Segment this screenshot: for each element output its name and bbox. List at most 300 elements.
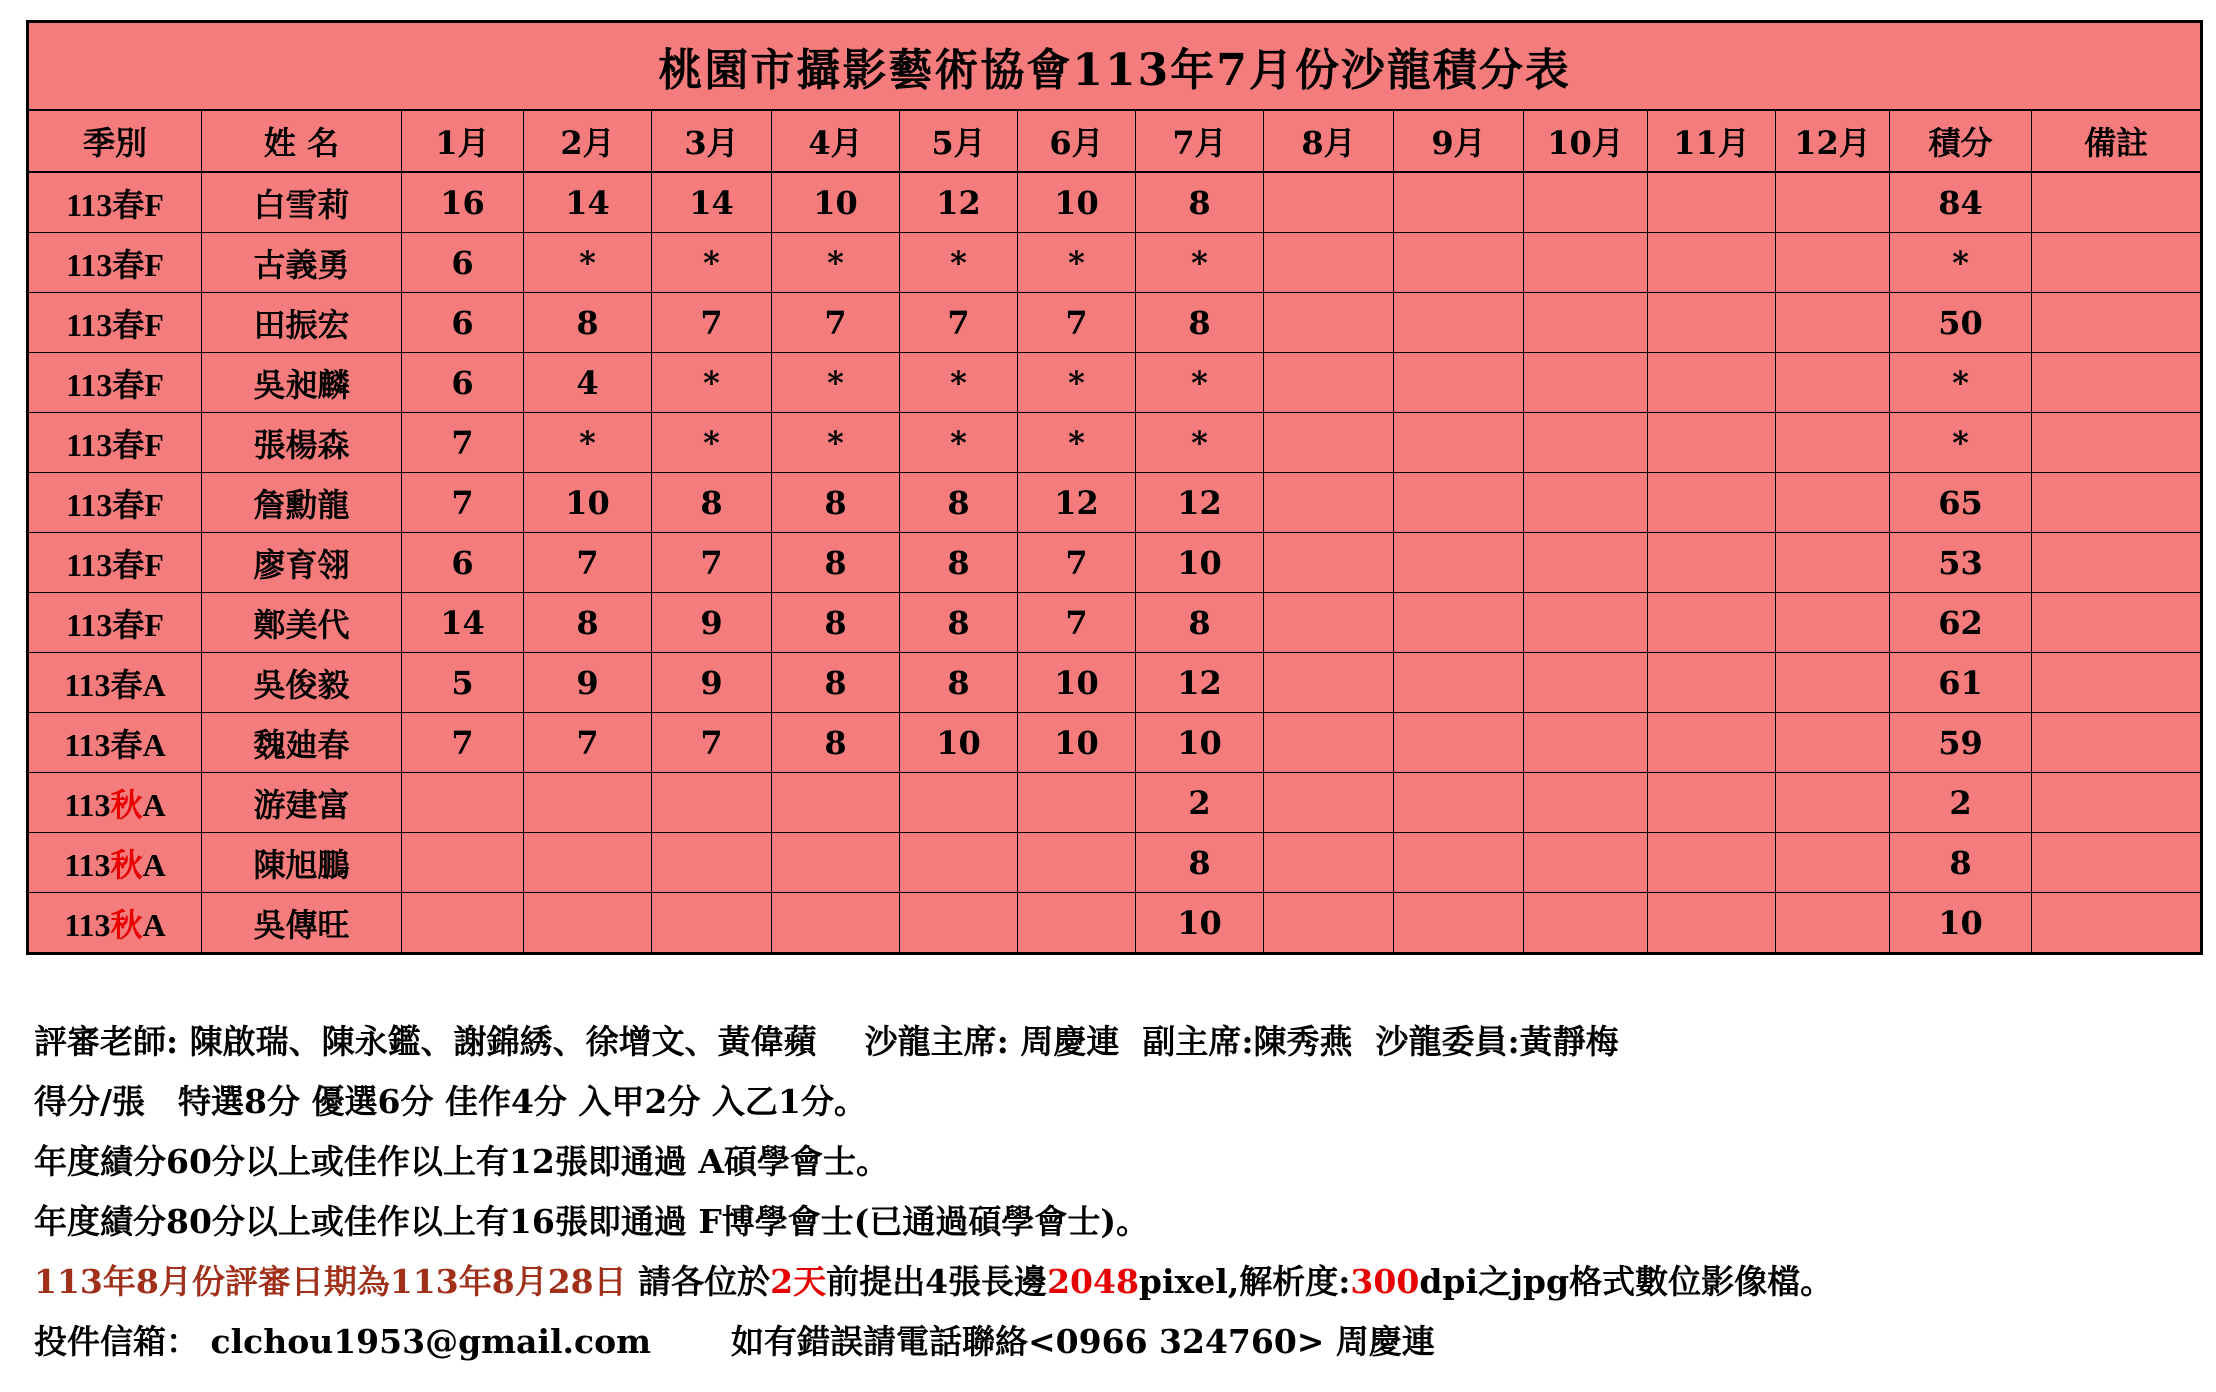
month-score-cell: 8 xyxy=(1136,172,1264,233)
month-score-cell: 8 xyxy=(1136,293,1264,353)
month-score-cell xyxy=(1264,833,1394,893)
table-row xyxy=(28,713,2202,773)
table-row xyxy=(28,293,2202,353)
month-score-cell xyxy=(1776,473,1890,533)
total-score-cell: 84 xyxy=(1890,172,2032,233)
month-score-cell xyxy=(1394,353,1524,413)
month-score-cell xyxy=(1524,293,1648,353)
rule-a-line: 年度績分60分以上或佳作以上有12張即通過 A碩學會士。 xyxy=(34,1142,889,1181)
table-row xyxy=(28,833,2202,893)
season-year: 113 xyxy=(66,246,113,283)
month-score-cell xyxy=(1776,893,1890,954)
email-link[interactable]: clchou1953@gmail.com xyxy=(210,1322,652,1361)
month-score-cell xyxy=(1524,593,1648,653)
month-score-cell: 9 xyxy=(652,653,772,713)
month-score-cell: 8 xyxy=(1136,833,1264,893)
month-score-cell: 8 xyxy=(524,293,652,353)
total-score-cell: 59 xyxy=(1890,713,2032,773)
total-score-cell: 53 xyxy=(1890,533,2032,593)
season-year: 113 xyxy=(64,846,111,883)
note-cell xyxy=(2032,893,2202,954)
month-score-cell: 14 xyxy=(402,593,524,653)
season-class: F xyxy=(144,546,164,583)
note-cell xyxy=(2032,473,2202,533)
month-score-cell: * xyxy=(900,413,1018,473)
month-score-cell xyxy=(524,893,652,954)
season-term: 春 xyxy=(112,606,145,643)
total-score-cell: 62 xyxy=(1890,593,2032,653)
column-header: 1月 xyxy=(402,110,524,172)
season-cell xyxy=(28,773,202,833)
season-cell xyxy=(28,593,202,653)
month-score-cell xyxy=(1524,233,1648,293)
month-score-cell xyxy=(1264,653,1394,713)
month-score-cell: * xyxy=(1018,353,1136,413)
month-score-cell xyxy=(900,833,1018,893)
season-term: 秋 xyxy=(110,786,143,823)
month-score-cell: 8 xyxy=(772,593,900,653)
month-score-cell xyxy=(1648,833,1776,893)
month-score-cell xyxy=(524,773,652,833)
table-row xyxy=(28,413,2202,473)
month-score-cell: 10 xyxy=(1018,713,1136,773)
month-score-cell: 8 xyxy=(1136,593,1264,653)
month-score-cell xyxy=(1394,233,1524,293)
month-score-cell xyxy=(1264,172,1394,233)
month-score-cell: 8 xyxy=(652,473,772,533)
month-score-cell: 10 xyxy=(900,713,1018,773)
deadline-dpi: 300 xyxy=(1350,1262,1420,1301)
score-table xyxy=(26,20,2203,955)
month-score-cell: 10 xyxy=(1136,713,1264,773)
season-year: 113 xyxy=(66,186,113,223)
month-score-cell xyxy=(1776,353,1890,413)
month-score-cell xyxy=(1524,533,1648,593)
month-score-cell xyxy=(1776,713,1890,773)
month-score-cell xyxy=(1524,473,1648,533)
month-score-cell: 8 xyxy=(900,593,1018,653)
month-score-cell xyxy=(1394,593,1524,653)
month-score-cell xyxy=(1264,893,1394,954)
note-cell xyxy=(2032,353,2202,413)
month-score-cell: 7 xyxy=(1018,293,1136,353)
month-score-cell xyxy=(1394,473,1524,533)
month-score-cell xyxy=(1648,233,1776,293)
column-header: 5月 xyxy=(900,110,1018,172)
table-row xyxy=(28,473,2202,533)
season-term: 春 xyxy=(112,426,145,463)
month-score-cell xyxy=(1264,233,1394,293)
month-score-cell: * xyxy=(772,413,900,473)
season-cell xyxy=(28,893,202,954)
season-year: 113 xyxy=(66,486,113,523)
month-score-cell xyxy=(1018,773,1136,833)
month-score-cell: 7 xyxy=(524,713,652,773)
season-cell xyxy=(28,473,202,533)
month-score-cell xyxy=(1776,172,1890,233)
note-cell xyxy=(2032,833,2202,893)
judges-line xyxy=(34,1012,2194,1072)
month-score-cell: 10 xyxy=(1136,533,1264,593)
month-score-cell: 12 xyxy=(900,172,1018,233)
month-score-cell: * xyxy=(1018,413,1136,473)
rule-f-line: 年度績分80分以上或佳作以上有16張即通過 F博學會士(已通過碩學會士)。 xyxy=(34,1202,1149,1241)
month-score-cell: 8 xyxy=(772,713,900,773)
month-score-cell xyxy=(1648,713,1776,773)
score-sheet xyxy=(26,20,2200,955)
month-score-cell xyxy=(1648,533,1776,593)
month-score-cell: 14 xyxy=(652,172,772,233)
month-score-cell xyxy=(1524,713,1648,773)
column-header: 季別 xyxy=(28,110,202,172)
month-score-cell: 2 xyxy=(1136,773,1264,833)
month-score-cell xyxy=(1648,293,1776,353)
month-score-cell xyxy=(652,833,772,893)
season-term: 春 xyxy=(110,666,143,703)
month-score-cell xyxy=(1776,293,1890,353)
season-year: 113 xyxy=(66,306,113,343)
month-score-cell: 7 xyxy=(652,293,772,353)
season-class: F xyxy=(144,606,164,643)
deadline-line xyxy=(34,1252,2194,1312)
month-score-cell: 7 xyxy=(524,533,652,593)
name-cell: 陳旭鵬 xyxy=(202,833,402,893)
column-header: 10月 xyxy=(1524,110,1648,172)
notes-section xyxy=(34,1012,2194,1372)
note-cell xyxy=(2032,172,2202,233)
season-class: F xyxy=(144,366,164,403)
month-score-cell xyxy=(1394,713,1524,773)
name-cell: 白雪莉 xyxy=(202,172,402,233)
month-score-cell xyxy=(1524,353,1648,413)
table-body xyxy=(28,172,2202,954)
month-score-cell xyxy=(1524,893,1648,954)
note-cell xyxy=(2032,713,2202,773)
month-score-cell xyxy=(1264,353,1394,413)
column-header: 積分 xyxy=(1890,110,2032,172)
column-header: 11月 xyxy=(1648,110,1776,172)
month-score-cell: 7 xyxy=(402,713,524,773)
month-score-cell: 6 xyxy=(402,533,524,593)
total-score-cell: 65 xyxy=(1890,473,2032,533)
table-row xyxy=(28,533,2202,593)
total-score-cell: 50 xyxy=(1890,293,2032,353)
month-score-cell xyxy=(1776,413,1890,473)
season-year: 113 xyxy=(64,726,111,763)
month-score-cell xyxy=(1394,293,1524,353)
column-header: 8月 xyxy=(1264,110,1394,172)
month-score-cell xyxy=(652,773,772,833)
month-score-cell: 6 xyxy=(402,233,524,293)
judges-text: 評審老師: 陳啟瑞、陳永鑑、謝錦綉、徐增文、黃偉蘋 xyxy=(34,1022,817,1061)
season-term: 春 xyxy=(112,366,145,403)
month-score-cell: 12 xyxy=(1136,653,1264,713)
table-row xyxy=(28,353,2202,413)
month-score-cell xyxy=(1648,593,1776,653)
month-score-cell xyxy=(1648,653,1776,713)
month-score-cell xyxy=(900,773,1018,833)
note-cell xyxy=(2032,773,2202,833)
column-header: 6月 xyxy=(1018,110,1136,172)
column-header: 7月 xyxy=(1136,110,1264,172)
month-score-cell xyxy=(772,833,900,893)
season-term: 春 xyxy=(110,726,143,763)
table-row xyxy=(28,893,2202,954)
name-cell: 田振宏 xyxy=(202,293,402,353)
season-year: 113 xyxy=(64,786,111,823)
name-cell: 古義勇 xyxy=(202,233,402,293)
month-score-cell: 7 xyxy=(900,293,1018,353)
month-score-cell xyxy=(402,773,524,833)
season-term: 春 xyxy=(112,486,145,523)
month-score-cell xyxy=(1264,533,1394,593)
month-score-cell xyxy=(1776,593,1890,653)
month-score-cell xyxy=(1018,833,1136,893)
season-class: A xyxy=(142,786,166,823)
season-term: 秋 xyxy=(110,906,143,943)
season-class: F xyxy=(144,426,164,463)
deadline-text-2: 前提出4張長邊 xyxy=(826,1262,1048,1301)
month-score-cell: 10 xyxy=(1136,893,1264,954)
month-score-cell: * xyxy=(652,233,772,293)
column-header: 備註 xyxy=(2032,110,2202,172)
month-score-cell xyxy=(1648,172,1776,233)
column-header: 3月 xyxy=(652,110,772,172)
month-score-cell xyxy=(1264,593,1394,653)
month-score-cell: 10 xyxy=(524,473,652,533)
month-score-cell: 7 xyxy=(402,473,524,533)
month-score-cell xyxy=(1394,893,1524,954)
season-class: F xyxy=(144,486,164,523)
season-cell xyxy=(28,653,202,713)
month-score-cell: * xyxy=(652,413,772,473)
name-cell: 廖育翎 xyxy=(202,533,402,593)
name-cell: 游建富 xyxy=(202,773,402,833)
season-class: A xyxy=(142,906,166,943)
month-score-cell: 8 xyxy=(772,473,900,533)
month-score-cell: * xyxy=(1018,233,1136,293)
month-score-cell xyxy=(1648,413,1776,473)
month-score-cell: 4 xyxy=(524,353,652,413)
month-score-cell xyxy=(1776,773,1890,833)
month-score-cell: 9 xyxy=(652,593,772,653)
month-score-cell xyxy=(1264,713,1394,773)
chair-text: 沙龍主席: 周慶連 xyxy=(864,1022,1120,1061)
month-score-cell xyxy=(1394,172,1524,233)
name-cell: 詹勳龍 xyxy=(202,473,402,533)
month-score-cell xyxy=(1776,653,1890,713)
month-score-cell xyxy=(1264,773,1394,833)
season-year: 113 xyxy=(66,546,113,583)
month-score-cell: * xyxy=(524,413,652,473)
season-term: 春 xyxy=(112,186,145,223)
month-score-cell xyxy=(1648,773,1776,833)
total-score-cell: * xyxy=(1890,353,2032,413)
column-header: 姓 名 xyxy=(202,110,402,172)
committee-text: 沙龍委員:黃靜梅 xyxy=(1375,1022,1619,1061)
table-row xyxy=(28,653,2202,713)
month-score-cell: 7 xyxy=(402,413,524,473)
month-score-cell xyxy=(1524,172,1648,233)
total-score-cell: 61 xyxy=(1890,653,2032,713)
table-row xyxy=(28,172,2202,233)
contact-text: 如有錯誤請電話聯絡<0966 324760> 周慶連 xyxy=(731,1322,1435,1361)
month-score-cell: 6 xyxy=(402,293,524,353)
month-score-cell xyxy=(1394,533,1524,593)
column-header: 9月 xyxy=(1394,110,1524,172)
month-score-cell xyxy=(900,893,1018,954)
month-score-cell: * xyxy=(1136,353,1264,413)
season-cell xyxy=(28,713,202,773)
total-score-cell: * xyxy=(1890,413,2032,473)
month-score-cell xyxy=(1776,833,1890,893)
season-cell xyxy=(28,172,202,233)
month-score-cell xyxy=(402,833,524,893)
season-cell xyxy=(28,233,202,293)
month-score-cell xyxy=(1524,413,1648,473)
month-score-cell: * xyxy=(900,233,1018,293)
month-score-cell xyxy=(524,833,652,893)
deadline-days: 2天 xyxy=(770,1262,827,1301)
month-score-cell: 10 xyxy=(772,172,900,233)
month-score-cell xyxy=(1524,833,1648,893)
note-cell xyxy=(2032,413,2202,473)
header-row xyxy=(28,110,2202,172)
total-score-cell: 8 xyxy=(1890,833,2032,893)
season-term: 春 xyxy=(112,546,145,583)
month-score-cell: 8 xyxy=(772,653,900,713)
season-class: F xyxy=(144,186,164,223)
column-header: 4月 xyxy=(772,110,900,172)
month-score-cell: 5 xyxy=(402,653,524,713)
name-cell: 吳昶麟 xyxy=(202,353,402,413)
season-term: 春 xyxy=(112,306,145,343)
month-score-cell xyxy=(772,773,900,833)
name-cell: 鄭美代 xyxy=(202,593,402,653)
season-cell xyxy=(28,353,202,413)
month-score-cell xyxy=(1776,233,1890,293)
season-term: 秋 xyxy=(110,846,143,883)
column-header: 2月 xyxy=(524,110,652,172)
month-score-cell xyxy=(1264,413,1394,473)
month-score-cell xyxy=(772,893,900,954)
table-title: 桃園市攝影藝術協會113年7月份沙龍積分表 xyxy=(28,22,2202,111)
note-cell xyxy=(2032,533,2202,593)
deadline-date: 113年8月份評審日期為113年8月28日 xyxy=(34,1262,627,1301)
name-cell: 吳傳旺 xyxy=(202,893,402,954)
season-term: 春 xyxy=(112,246,145,283)
season-class: F xyxy=(144,306,164,343)
note-cell xyxy=(2032,233,2202,293)
month-score-cell: 16 xyxy=(402,172,524,233)
deadline-text-1: 請各位於 xyxy=(638,1262,771,1301)
month-score-cell xyxy=(1394,773,1524,833)
column-header: 12月 xyxy=(1776,110,1890,172)
season-class: F xyxy=(144,246,164,283)
month-score-cell: 12 xyxy=(1018,473,1136,533)
season-cell xyxy=(28,293,202,353)
month-score-cell: 7 xyxy=(652,533,772,593)
season-year: 113 xyxy=(64,906,111,943)
table-row xyxy=(28,233,2202,293)
deadline-pixels: 2048 xyxy=(1047,1262,1139,1301)
season-cell xyxy=(28,533,202,593)
month-score-cell: * xyxy=(900,353,1018,413)
contact-line xyxy=(34,1312,2194,1372)
month-score-cell xyxy=(1018,893,1136,954)
month-score-cell: 7 xyxy=(652,713,772,773)
mailbox-label: 投件信箱： xyxy=(34,1322,199,1361)
month-score-cell: 7 xyxy=(1018,593,1136,653)
total-score-cell: 10 xyxy=(1890,893,2032,954)
note-cell xyxy=(2032,593,2202,653)
month-score-cell xyxy=(1264,293,1394,353)
month-score-cell xyxy=(1648,893,1776,954)
month-score-cell xyxy=(1264,473,1394,533)
month-score-cell xyxy=(1648,353,1776,413)
month-score-cell: 6 xyxy=(402,353,524,413)
season-class: A xyxy=(142,666,166,703)
name-cell: 魏廸春 xyxy=(202,713,402,773)
season-class: A xyxy=(142,726,166,763)
month-score-cell: 10 xyxy=(1018,653,1136,713)
month-score-cell xyxy=(1394,833,1524,893)
season-year: 113 xyxy=(66,606,113,643)
month-score-cell xyxy=(1394,413,1524,473)
month-score-cell: 14 xyxy=(524,172,652,233)
total-score-cell: * xyxy=(1890,233,2032,293)
month-score-cell: 10 xyxy=(1018,172,1136,233)
table-row xyxy=(28,593,2202,653)
deadline-text-3: pixel,解析度: xyxy=(1138,1262,1351,1301)
month-score-cell: * xyxy=(772,233,900,293)
month-score-cell: 8 xyxy=(900,533,1018,593)
name-cell: 張楊森 xyxy=(202,413,402,473)
month-score-cell xyxy=(1524,773,1648,833)
note-cell xyxy=(2032,653,2202,713)
month-score-cell xyxy=(1776,533,1890,593)
month-score-cell: 9 xyxy=(524,653,652,713)
note-cell xyxy=(2032,293,2202,353)
month-score-cell: 8 xyxy=(772,533,900,593)
season-cell xyxy=(28,833,202,893)
total-score-cell: 2 xyxy=(1890,773,2032,833)
month-score-cell: 7 xyxy=(1018,533,1136,593)
month-score-cell xyxy=(1524,653,1648,713)
month-score-cell: * xyxy=(1136,233,1264,293)
month-score-cell: * xyxy=(1136,413,1264,473)
month-score-cell xyxy=(652,893,772,954)
season-year: 113 xyxy=(66,366,113,403)
vice-chair-text: 副主席:陳秀燕 xyxy=(1142,1022,1353,1061)
season-class: A xyxy=(142,846,166,883)
season-year: 113 xyxy=(66,426,113,463)
month-score-cell: 8 xyxy=(900,653,1018,713)
month-score-cell: * xyxy=(652,353,772,413)
deadline-text-4: dpi之jpg格式數位影像檔。 xyxy=(1419,1262,1834,1301)
month-score-cell: 12 xyxy=(1136,473,1264,533)
season-cell xyxy=(28,413,202,473)
month-score-cell xyxy=(1394,653,1524,713)
name-cell: 吳俊毅 xyxy=(202,653,402,713)
season-year: 113 xyxy=(64,666,111,703)
month-score-cell xyxy=(1648,473,1776,533)
month-score-cell: * xyxy=(772,353,900,413)
month-score-cell: * xyxy=(524,233,652,293)
month-score-cell xyxy=(402,893,524,954)
month-score-cell: 7 xyxy=(772,293,900,353)
month-score-cell: 8 xyxy=(524,593,652,653)
